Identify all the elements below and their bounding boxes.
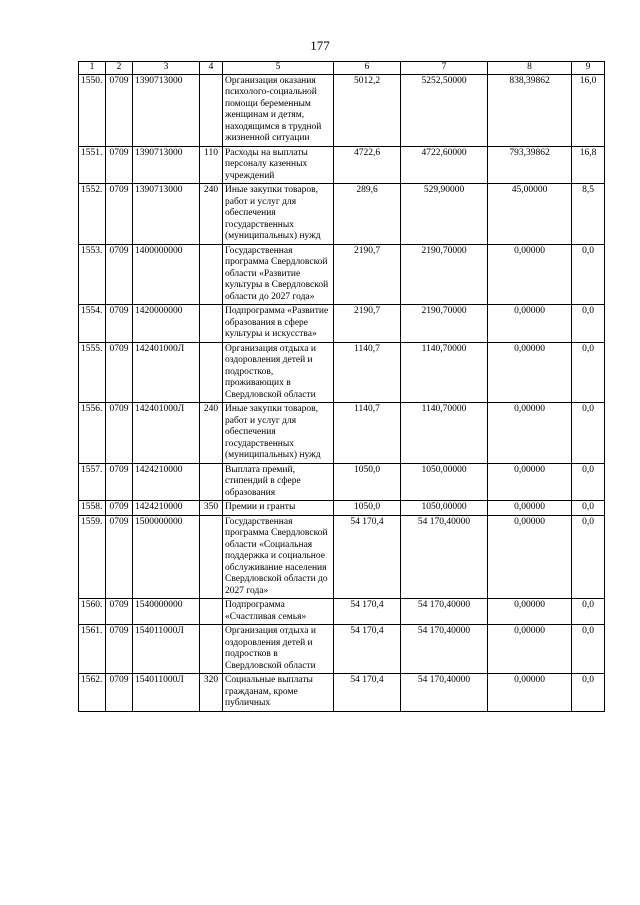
header-cell: 9 xyxy=(572,62,605,75)
row-number-cell: 1560. xyxy=(79,599,106,625)
expense-type-cell: 240 xyxy=(200,184,223,245)
header-cell: 1 xyxy=(79,62,106,75)
executed-amount-cell: 838,39862 xyxy=(488,74,572,146)
percent-cell: 0,0 xyxy=(572,403,605,464)
plan-amount-cell: 54 170,4 xyxy=(334,625,401,674)
item-name-cell: Премии и гранты xyxy=(223,501,334,516)
section-code-cell: 0709 xyxy=(106,74,133,146)
item-name-cell: Социальные выплаты гражданам, кроме публичных xyxy=(223,674,334,712)
target-code-cell: 1400000000 xyxy=(133,244,200,305)
target-code-cell: 1500000000 xyxy=(133,515,200,599)
target-code-cell: 1390713000 xyxy=(133,184,200,245)
section-code-cell: 0709 xyxy=(106,184,133,245)
plan-amount-cell: 54 170,4 xyxy=(334,674,401,712)
plan-amount-cell: 2190,7 xyxy=(334,305,401,343)
percent-cell: 8,5 xyxy=(572,184,605,245)
target-code-cell: 142401000Л xyxy=(133,403,200,464)
expense-type-cell: 320 xyxy=(200,674,223,712)
executed-amount-cell: 0,00000 xyxy=(488,501,572,516)
header-row xyxy=(79,62,605,75)
section-code-cell: 0709 xyxy=(106,146,133,184)
executed-amount-cell: 45,00000 xyxy=(488,184,572,245)
item-name-cell: Расходы на выплаты персоналу казенных учреждений xyxy=(223,146,334,184)
plan-amount-cell: 2190,7 xyxy=(334,244,401,305)
item-name-cell: Подпрограмма «Развитие образования в сфере культуры и искусства» xyxy=(223,305,334,343)
header-cell: 6 xyxy=(334,62,401,75)
header-cell: 3 xyxy=(133,62,200,75)
row-number-cell: 1554. xyxy=(79,305,106,343)
item-name-cell: Государственная программа Свердловской области «Социальная поддержка и социальное обслуживание населения Свердловской области до 2027 года» xyxy=(223,515,334,599)
row-number-cell: 1550. xyxy=(79,74,106,146)
percent-cell: 0,0 xyxy=(572,305,605,343)
plan-amount-cell: 1140,7 xyxy=(334,403,401,464)
table-row xyxy=(79,305,605,343)
target-code-cell: 1390713000 xyxy=(133,74,200,146)
expense-type-cell xyxy=(200,463,223,501)
percent-cell: 16,0 xyxy=(572,74,605,146)
row-number-cell: 1558. xyxy=(79,501,106,516)
table-row xyxy=(79,74,605,146)
header-cell: 4 xyxy=(200,62,223,75)
section-code-cell: 0709 xyxy=(106,305,133,343)
approved-amount-cell: 54 170,40000 xyxy=(401,674,488,712)
plan-amount-cell: 1140,7 xyxy=(334,342,401,403)
approved-amount-cell: 54 170,40000 xyxy=(401,515,488,599)
plan-amount-cell: 1050,0 xyxy=(334,463,401,501)
section-code-cell: 0709 xyxy=(106,501,133,516)
table-row xyxy=(79,501,605,516)
plan-amount-cell: 54 170,4 xyxy=(334,515,401,599)
approved-amount-cell: 54 170,40000 xyxy=(401,625,488,674)
table-row xyxy=(79,515,605,599)
target-code-cell: 154011000Л xyxy=(133,625,200,674)
target-code-cell: 1424210000 xyxy=(133,463,200,501)
expense-type-cell xyxy=(200,74,223,146)
plan-amount-cell: 5012,2 xyxy=(334,74,401,146)
approved-amount-cell: 1050,00000 xyxy=(401,501,488,516)
executed-amount-cell: 0,00000 xyxy=(488,674,572,712)
section-code-cell: 0709 xyxy=(106,403,133,464)
expense-type-cell xyxy=(200,625,223,674)
row-number-cell: 1552. xyxy=(79,184,106,245)
executed-amount-cell: 793,39862 xyxy=(488,146,572,184)
section-code-cell: 0709 xyxy=(106,244,133,305)
approved-amount-cell: 5252,50000 xyxy=(401,74,488,146)
item-name-cell: Организация оказания психолого-социальной помощи беременным женщинам и детям, находящимся в трудной жизненной ситуации xyxy=(223,74,334,146)
header-cell: 2 xyxy=(106,62,133,75)
section-code-cell: 0709 xyxy=(106,599,133,625)
table-row xyxy=(79,184,605,245)
section-code-cell: 0709 xyxy=(106,342,133,403)
expense-type-cell xyxy=(200,515,223,599)
header-cell: 5 xyxy=(223,62,334,75)
table-row xyxy=(79,463,605,501)
target-code-cell: 1390713000 xyxy=(133,146,200,184)
percent-cell: 0,0 xyxy=(572,599,605,625)
section-code-cell: 0709 xyxy=(106,625,133,674)
row-number-cell: 1553. xyxy=(79,244,106,305)
plan-amount-cell: 1050,0 xyxy=(334,501,401,516)
item-name-cell: Выплата премий, стипендий в сфере образования xyxy=(223,463,334,501)
section-code-cell: 0709 xyxy=(106,515,133,599)
plan-amount-cell: 54 170,4 xyxy=(334,599,401,625)
percent-cell: 0,0 xyxy=(572,463,605,501)
expense-type-cell xyxy=(200,342,223,403)
approved-amount-cell: 54 170,40000 xyxy=(401,599,488,625)
target-code-cell: 154011000Л xyxy=(133,674,200,712)
expense-type-cell xyxy=(200,244,223,305)
expense-type-cell: 110 xyxy=(200,146,223,184)
executed-amount-cell: 0,00000 xyxy=(488,403,572,464)
percent-cell: 0,0 xyxy=(572,625,605,674)
executed-amount-cell: 0,00000 xyxy=(488,515,572,599)
table-row xyxy=(79,625,605,674)
budget-table xyxy=(78,61,605,712)
item-name-cell: Организация отдыха и оздоровления детей и подростков, проживающих в Свердловской области xyxy=(223,342,334,403)
plan-amount-cell: 289,6 xyxy=(334,184,401,245)
expense-type-cell: 350 xyxy=(200,501,223,516)
item-name-cell: Государственная программа Свердловской области «Развитие культуры в Свердловской области до 2027 года» xyxy=(223,244,334,305)
approved-amount-cell: 2190,70000 xyxy=(401,244,488,305)
expense-type-cell xyxy=(200,599,223,625)
percent-cell: 0,0 xyxy=(572,515,605,599)
executed-amount-cell: 0,00000 xyxy=(488,625,572,674)
item-name-cell: Иные закупки товаров, работ и услуг для обеспечения государственных (муниципальных) нужд xyxy=(223,184,334,245)
percent-cell: 0,0 xyxy=(572,501,605,516)
approved-amount-cell: 1050,00000 xyxy=(401,463,488,501)
table-row xyxy=(79,146,605,184)
row-number-cell: 1556. xyxy=(79,403,106,464)
row-number-cell: 1561. xyxy=(79,625,106,674)
header-cell: 8 xyxy=(488,62,572,75)
approved-amount-cell: 529,90000 xyxy=(401,184,488,245)
approved-amount-cell: 2190,70000 xyxy=(401,305,488,343)
approved-amount-cell: 1140,70000 xyxy=(401,403,488,464)
target-code-cell: 1420000000 xyxy=(133,305,200,343)
table-row xyxy=(79,403,605,464)
approved-amount-cell: 4722,60000 xyxy=(401,146,488,184)
section-code-cell: 0709 xyxy=(106,674,133,712)
header-cell: 7 xyxy=(401,62,488,75)
section-code-cell: 0709 xyxy=(106,463,133,501)
item-name-cell: Подпрограмма «Счастливая семья» xyxy=(223,599,334,625)
item-name-cell: Организация отдыха и оздоровления детей и подростков в Свердловской области xyxy=(223,625,334,674)
executed-amount-cell: 0,00000 xyxy=(488,599,572,625)
table-row xyxy=(79,674,605,712)
percent-cell: 0,0 xyxy=(572,342,605,403)
executed-amount-cell: 0,00000 xyxy=(488,244,572,305)
executed-amount-cell: 0,00000 xyxy=(488,305,572,343)
target-code-cell: 1424210000 xyxy=(133,501,200,516)
row-number-cell: 1557. xyxy=(79,463,106,501)
approved-amount-cell: 1140,70000 xyxy=(401,342,488,403)
row-number-cell: 1562. xyxy=(79,674,106,712)
table-row xyxy=(79,342,605,403)
target-code-cell: 142401000Л xyxy=(133,342,200,403)
row-number-cell: 1555. xyxy=(79,342,106,403)
row-number-cell: 1559. xyxy=(79,515,106,599)
percent-cell: 0,0 xyxy=(572,674,605,712)
table-row xyxy=(79,244,605,305)
page-number: 177 xyxy=(310,38,330,53)
executed-amount-cell: 0,00000 xyxy=(488,342,572,403)
plan-amount-cell: 4722,6 xyxy=(334,146,401,184)
row-number-cell: 1551. xyxy=(79,146,106,184)
executed-amount-cell: 0,00000 xyxy=(488,463,572,501)
percent-cell: 16,8 xyxy=(572,146,605,184)
expense-type-cell: 240 xyxy=(200,403,223,464)
target-code-cell: 1540000000 xyxy=(133,599,200,625)
expense-type-cell xyxy=(200,305,223,343)
item-name-cell: Иные закупки товаров, работ и услуг для обеспечения государственных (муниципальных) нужд xyxy=(223,403,334,464)
table-row xyxy=(79,599,605,625)
percent-cell: 0,0 xyxy=(572,244,605,305)
